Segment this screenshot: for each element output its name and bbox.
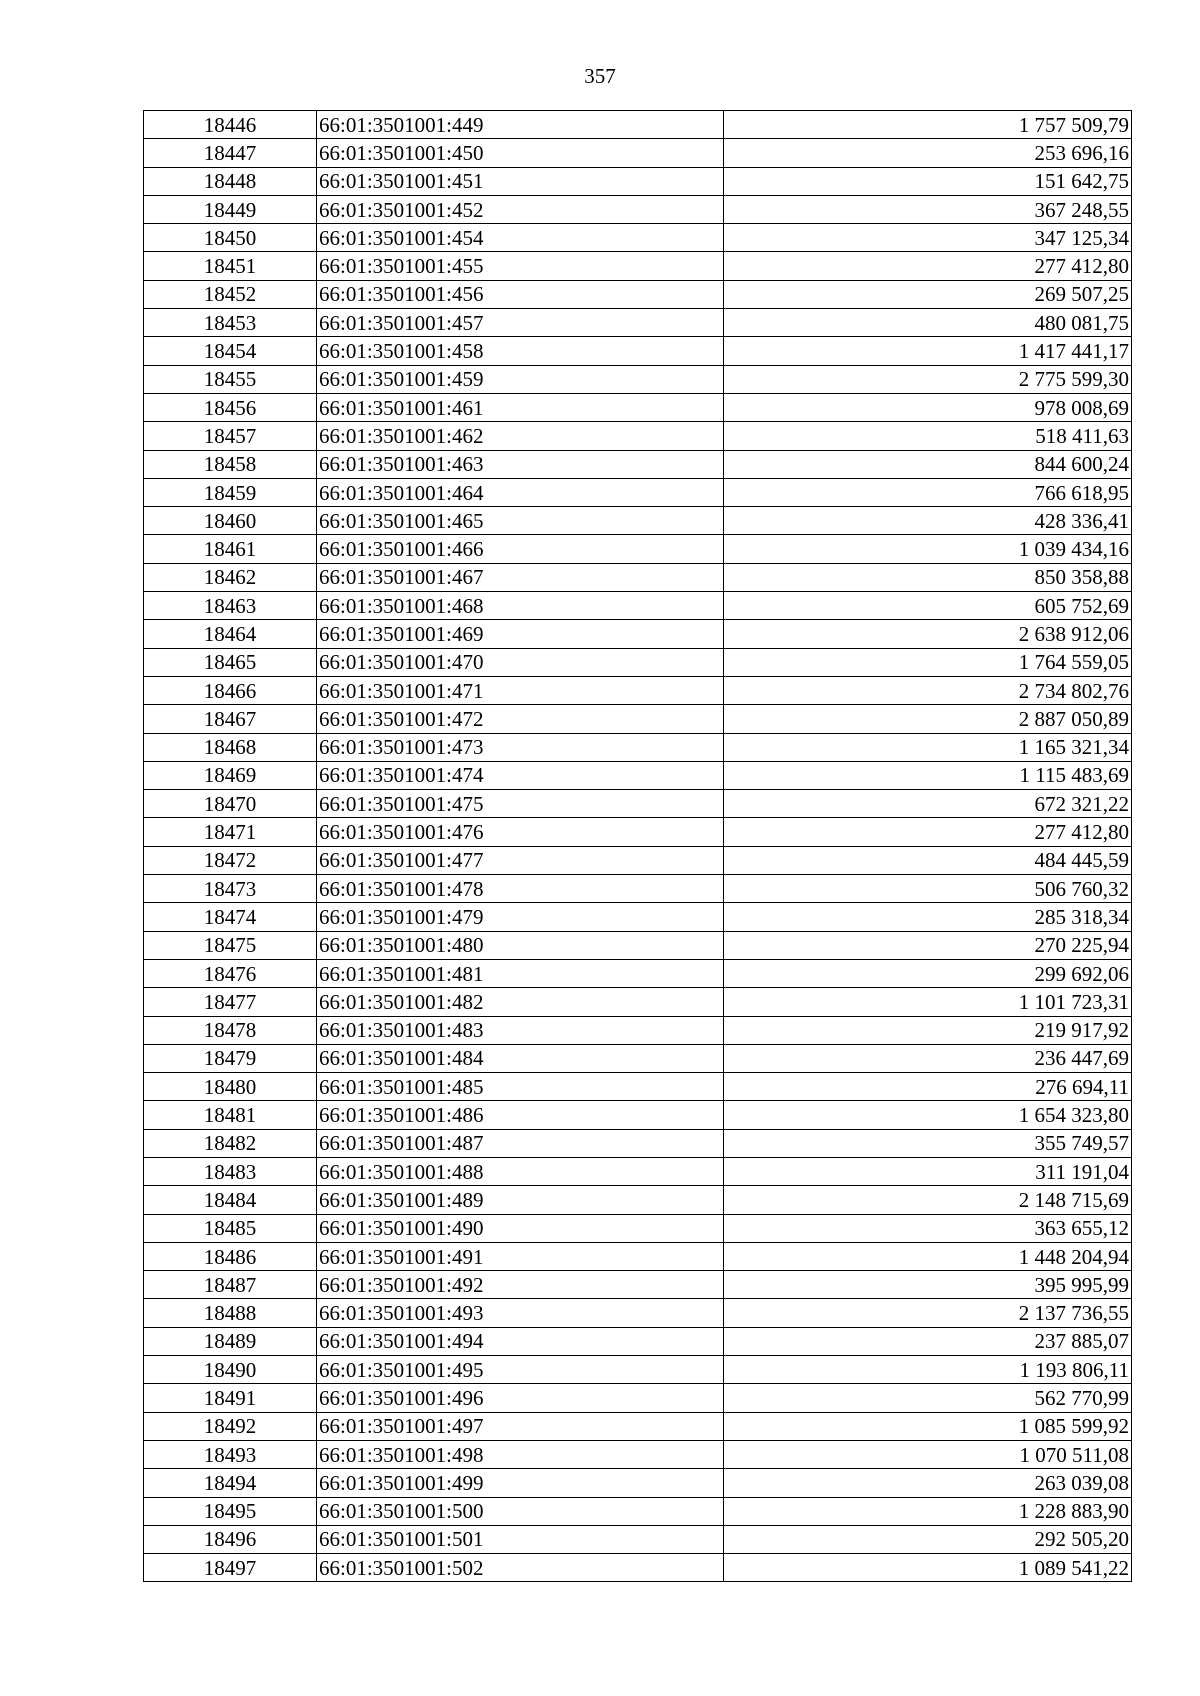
- row-number-cell: 18494: [144, 1469, 317, 1497]
- cadastral-number-cell: 66:01:3501001:469: [317, 620, 724, 648]
- cadastral-number-cell: 66:01:3501001:468: [317, 592, 724, 620]
- page-number: 357: [584, 64, 616, 88]
- table-row: [144, 1356, 1132, 1384]
- row-number-cell: 18479: [144, 1044, 317, 1072]
- cadastral-value-cell: 236 447,69: [724, 1044, 1132, 1072]
- cadastral-number-cell: 66:01:3501001:486: [317, 1101, 724, 1129]
- row-number-cell: 18460: [144, 507, 317, 535]
- row-number-cell: 18457: [144, 422, 317, 450]
- cadastral-value-cell: 1 039 434,16: [724, 535, 1132, 563]
- cadastral-number-cell: 66:01:3501001:472: [317, 705, 724, 733]
- cadastral-value-cell: 506 760,32: [724, 875, 1132, 903]
- cadastral-value-cell: 518 411,63: [724, 422, 1132, 450]
- table-row: [144, 1214, 1132, 1242]
- cadastral-value-cell: 672 321,22: [724, 790, 1132, 818]
- cadastral-number-cell: 66:01:3501001:454: [317, 224, 724, 252]
- cadastral-value-cell: 480 081,75: [724, 309, 1132, 337]
- table-row: [144, 676, 1132, 704]
- cadastral-value-cell: 2 148 715,69: [724, 1186, 1132, 1214]
- cadastral-value-cell: 1 448 204,94: [724, 1242, 1132, 1270]
- cadastral-number-cell: 66:01:3501001:452: [317, 195, 724, 223]
- row-number-cell: 18463: [144, 592, 317, 620]
- cadastral-value-cell: 311 191,04: [724, 1157, 1132, 1185]
- table-row: [144, 648, 1132, 676]
- row-number-cell: 18459: [144, 478, 317, 506]
- cadastral-value-cell: 484 445,59: [724, 846, 1132, 874]
- cadastral-value-cell: 978 008,69: [724, 393, 1132, 421]
- cadastral-number-cell: 66:01:3501001:449: [317, 111, 724, 139]
- cadastral-value-cell: 263 039,08: [724, 1469, 1132, 1497]
- cadastral-value-cell: 219 917,92: [724, 1016, 1132, 1044]
- row-number-cell: 18493: [144, 1440, 317, 1468]
- cadastral-number-cell: 66:01:3501001:485: [317, 1073, 724, 1101]
- cadastral-value-cell: 1 115 483,69: [724, 761, 1132, 789]
- row-number-cell: 18474: [144, 903, 317, 931]
- cadastral-value-cell: 2 887 050,89: [724, 705, 1132, 733]
- row-number-cell: 18465: [144, 648, 317, 676]
- row-number-cell: 18482: [144, 1129, 317, 1157]
- cadastral-value-cell: 347 125,34: [724, 224, 1132, 252]
- cadastral-number-cell: 66:01:3501001:482: [317, 988, 724, 1016]
- row-number-cell: 18461: [144, 535, 317, 563]
- row-number-cell: 18486: [144, 1242, 317, 1270]
- cadastral-value-cell: 395 995,99: [724, 1271, 1132, 1299]
- table-row: [144, 818, 1132, 846]
- row-number-cell: 18458: [144, 450, 317, 478]
- cadastral-value-cell: 428 336,41: [724, 507, 1132, 535]
- cadastral-number-cell: 66:01:3501001:495: [317, 1356, 724, 1384]
- cadastral-number-cell: 66:01:3501001:463: [317, 450, 724, 478]
- table-row: [144, 1129, 1132, 1157]
- cadastral-value-cell: 1 417 441,17: [724, 337, 1132, 365]
- cadastral-number-cell: 66:01:3501001:465: [317, 507, 724, 535]
- table-row: [144, 1412, 1132, 1440]
- cadastral-number-cell: 66:01:3501001:461: [317, 393, 724, 421]
- cadastral-number-cell: 66:01:3501001:458: [317, 337, 724, 365]
- cadastral-number-cell: 66:01:3501001:488: [317, 1157, 724, 1185]
- cadastral-value-cell: 270 225,94: [724, 931, 1132, 959]
- table-row: [144, 733, 1132, 761]
- table-row: [144, 1384, 1132, 1412]
- cadastral-value-cell: 237 885,07: [724, 1327, 1132, 1355]
- row-number-cell: 18452: [144, 280, 317, 308]
- row-number-cell: 18455: [144, 365, 317, 393]
- row-number-cell: 18488: [144, 1299, 317, 1327]
- table-row: [144, 1525, 1132, 1553]
- cadastral-value-cell: 269 507,25: [724, 280, 1132, 308]
- cadastral-number-cell: 66:01:3501001:494: [317, 1327, 724, 1355]
- cadastral-number-cell: 66:01:3501001:467: [317, 563, 724, 591]
- table-row: [144, 1327, 1132, 1355]
- table-row: [144, 1469, 1132, 1497]
- cadastral-number-cell: 66:01:3501001:490: [317, 1214, 724, 1242]
- table-row: [144, 167, 1132, 195]
- cadastral-number-cell: 66:01:3501001:497: [317, 1412, 724, 1440]
- cadastral-number-cell: 66:01:3501001:470: [317, 648, 724, 676]
- cadastral-value-cell: 1 089 541,22: [724, 1554, 1132, 1582]
- table-row: [144, 1186, 1132, 1214]
- table-row: [144, 1497, 1132, 1525]
- cadastral-number-cell: 66:01:3501001:483: [317, 1016, 724, 1044]
- row-number-cell: 18497: [144, 1554, 317, 1582]
- table-row: [144, 1073, 1132, 1101]
- row-number-cell: 18466: [144, 676, 317, 704]
- row-number-cell: 18467: [144, 705, 317, 733]
- cadastral-value-cell: 276 694,11: [724, 1073, 1132, 1101]
- table-row: [144, 959, 1132, 987]
- row-number-cell: 18470: [144, 790, 317, 818]
- cadastral-value-cell: 1 654 323,80: [724, 1101, 1132, 1129]
- cadastral-value-cell: 562 770,99: [724, 1384, 1132, 1412]
- table-row: [144, 111, 1132, 139]
- table-row: [144, 422, 1132, 450]
- table-row: [144, 1101, 1132, 1129]
- row-number-cell: 18450: [144, 224, 317, 252]
- cadastral-value-cell: 151 642,75: [724, 167, 1132, 195]
- row-number-cell: 18478: [144, 1016, 317, 1044]
- row-number-cell: 18451: [144, 252, 317, 280]
- row-number-cell: 18492: [144, 1412, 317, 1440]
- table-row: [144, 1044, 1132, 1072]
- table-row: [144, 988, 1132, 1016]
- cadastral-value-cell: 1 085 599,92: [724, 1412, 1132, 1440]
- row-number-cell: 18475: [144, 931, 317, 959]
- cadastral-number-cell: 66:01:3501001:477: [317, 846, 724, 874]
- table-row: [144, 931, 1132, 959]
- cadastral-number-cell: 66:01:3501001:479: [317, 903, 724, 931]
- row-number-cell: 18495: [144, 1497, 317, 1525]
- table-row: [144, 1554, 1132, 1582]
- cadastral-number-cell: 66:01:3501001:481: [317, 959, 724, 987]
- cadastral-value-cell: 850 358,88: [724, 563, 1132, 591]
- table-row: [144, 252, 1132, 280]
- cadastral-value-cell: 292 505,20: [724, 1525, 1132, 1553]
- cadastral-value-cell: 2 137 736,55: [724, 1299, 1132, 1327]
- cadastral-number-cell: 66:01:3501001:492: [317, 1271, 724, 1299]
- row-number-cell: 18496: [144, 1525, 317, 1553]
- cadastral-number-cell: 66:01:3501001:496: [317, 1384, 724, 1412]
- table-row: [144, 393, 1132, 421]
- cadastral-number-cell: 66:01:3501001:487: [317, 1129, 724, 1157]
- cadastral-number-cell: 66:01:3501001:456: [317, 280, 724, 308]
- cadastral-number-cell: 66:01:3501001:473: [317, 733, 724, 761]
- row-number-cell: 18477: [144, 988, 317, 1016]
- table-row: [144, 790, 1132, 818]
- table-row: [144, 620, 1132, 648]
- row-number-cell: 18469: [144, 761, 317, 789]
- cadastral-value-cell: 1 764 559,05: [724, 648, 1132, 676]
- row-number-cell: 18484: [144, 1186, 317, 1214]
- cadastral-value-cell: 1 101 723,31: [724, 988, 1132, 1016]
- row-number-cell: 18468: [144, 733, 317, 761]
- row-number-cell: 18491: [144, 1384, 317, 1412]
- cadastral-value-cell: 367 248,55: [724, 195, 1132, 223]
- cadastral-number-cell: 66:01:3501001:489: [317, 1186, 724, 1214]
- table-row: [144, 535, 1132, 563]
- table-row: [144, 1242, 1132, 1270]
- cadastral-number-cell: 66:01:3501001:476: [317, 818, 724, 846]
- cadastral-number-cell: 66:01:3501001:502: [317, 1554, 724, 1582]
- cadastral-number-cell: 66:01:3501001:478: [317, 875, 724, 903]
- cadastral-value-cell: 1 193 806,11: [724, 1356, 1132, 1384]
- cadastral-value-cell: 1 165 321,34: [724, 733, 1132, 761]
- cadastral-value-cell: 605 752,69: [724, 592, 1132, 620]
- row-number-cell: 18453: [144, 309, 317, 337]
- table-row: [144, 507, 1132, 535]
- table-row: [144, 1440, 1132, 1468]
- row-number-cell: 18464: [144, 620, 317, 648]
- row-number-cell: 18471: [144, 818, 317, 846]
- row-number-cell: 18446: [144, 111, 317, 139]
- table-row: [144, 592, 1132, 620]
- table-row: [144, 875, 1132, 903]
- cadastral-number-cell: 66:01:3501001:491: [317, 1242, 724, 1270]
- table-row: [144, 1157, 1132, 1185]
- row-number-cell: 18489: [144, 1327, 317, 1355]
- row-number-cell: 18487: [144, 1271, 317, 1299]
- row-number-cell: 18462: [144, 563, 317, 591]
- cadastral-value-cell: 285 318,34: [724, 903, 1132, 931]
- table-row: [144, 1271, 1132, 1299]
- cadastral-number-cell: 66:01:3501001:474: [317, 761, 724, 789]
- cadastral-value-table: [143, 110, 1132, 1582]
- row-number-cell: 18480: [144, 1073, 317, 1101]
- table-row: [144, 365, 1132, 393]
- row-number-cell: 18473: [144, 875, 317, 903]
- row-number-cell: 18490: [144, 1356, 317, 1384]
- cadastral-number-cell: 66:01:3501001:484: [317, 1044, 724, 1072]
- table-row: [144, 761, 1132, 789]
- table-row: [144, 563, 1132, 591]
- table-row: [144, 705, 1132, 733]
- row-number-cell: 18481: [144, 1101, 317, 1129]
- cadastral-number-cell: 66:01:3501001:471: [317, 676, 724, 704]
- table-row: [144, 1016, 1132, 1044]
- row-number-cell: 18472: [144, 846, 317, 874]
- table-row: [144, 139, 1132, 167]
- cadastral-value-cell: 766 618,95: [724, 478, 1132, 506]
- table-row: [144, 1299, 1132, 1327]
- row-number-cell: 18448: [144, 167, 317, 195]
- row-number-cell: 18449: [144, 195, 317, 223]
- cadastral-value-cell: 2 734 802,76: [724, 676, 1132, 704]
- row-number-cell: 18485: [144, 1214, 317, 1242]
- cadastral-number-cell: 66:01:3501001:464: [317, 478, 724, 506]
- cadastral-value-cell: 1 070 511,08: [724, 1440, 1132, 1468]
- cadastral-value-cell: 277 412,80: [724, 252, 1132, 280]
- row-number-cell: 18456: [144, 393, 317, 421]
- cadastral-number-cell: 66:01:3501001:500: [317, 1497, 724, 1525]
- cadastral-number-cell: 66:01:3501001:451: [317, 167, 724, 195]
- cadastral-number-cell: 66:01:3501001:475: [317, 790, 724, 818]
- table-row: [144, 846, 1132, 874]
- cadastral-value-cell: 844 600,24: [724, 450, 1132, 478]
- table-row: [144, 450, 1132, 478]
- cadastral-value-cell: 2 775 599,30: [724, 365, 1132, 393]
- cadastral-number-cell: 66:01:3501001:480: [317, 931, 724, 959]
- cadastral-value-cell: 1 757 509,79: [724, 111, 1132, 139]
- cadastral-number-cell: 66:01:3501001:466: [317, 535, 724, 563]
- table-body: [144, 111, 1132, 1582]
- table-row: [144, 224, 1132, 252]
- cadastral-number-cell: 66:01:3501001:499: [317, 1469, 724, 1497]
- cadastral-number-cell: 66:01:3501001:462: [317, 422, 724, 450]
- row-number-cell: 18447: [144, 139, 317, 167]
- table-row: [144, 280, 1132, 308]
- table-row: [144, 195, 1132, 223]
- cadastral-number-cell: 66:01:3501001:450: [317, 139, 724, 167]
- cadastral-number-cell: 66:01:3501001:498: [317, 1440, 724, 1468]
- cadastral-value-cell: 363 655,12: [724, 1214, 1132, 1242]
- cadastral-value-cell: 1 228 883,90: [724, 1497, 1132, 1525]
- cadastral-number-cell: 66:01:3501001:455: [317, 252, 724, 280]
- cadastral-value-cell: 299 692,06: [724, 959, 1132, 987]
- row-number-cell: 18483: [144, 1157, 317, 1185]
- cadastral-value-cell: 253 696,16: [724, 139, 1132, 167]
- cadastral-value-cell: 277 412,80: [724, 818, 1132, 846]
- cadastral-number-cell: 66:01:3501001:501: [317, 1525, 724, 1553]
- cadastral-number-cell: 66:01:3501001:493: [317, 1299, 724, 1327]
- cadastral-value-cell: 2 638 912,06: [724, 620, 1132, 648]
- cadastral-number-cell: 66:01:3501001:459: [317, 365, 724, 393]
- table-row: [144, 903, 1132, 931]
- cadastral-number-cell: 66:01:3501001:457: [317, 309, 724, 337]
- table-row: [144, 337, 1132, 365]
- cadastral-value-cell: 355 749,57: [724, 1129, 1132, 1157]
- table-row: [144, 478, 1132, 506]
- table-row: [144, 309, 1132, 337]
- row-number-cell: 18454: [144, 337, 317, 365]
- row-number-cell: 18476: [144, 959, 317, 987]
